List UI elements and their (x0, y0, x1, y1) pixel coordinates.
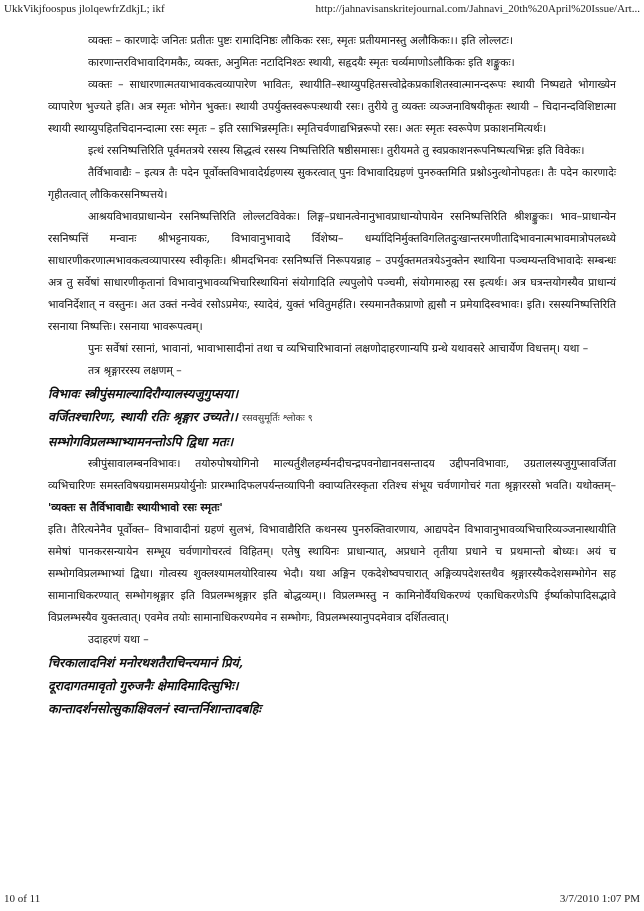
verse-block-1 (48, 382, 616, 453)
verse-1-line-2 (48, 405, 616, 430)
paragraph-8: तत्र श्रृङ्गाररस्य लक्षणम् – (88, 364, 182, 377)
paragraph-9 (48, 453, 616, 519)
verse-2-line-3: कान्तादर्शनसोत्सुकाक्षिवलनं स्वान्तर्निशान्तादबहिः (48, 701, 261, 716)
print-datetime: 3/7/2010 1:07 PM (559, 893, 640, 905)
paragraph-1: व्यक्तः – कारणादेः जनितः प्रतीतः पुष्टः रामादिनिष्ठः लौकिकः रसः, स्मृतः प्रतीयमानस्तु अलौकिकः।। इति लोल्लटः। (88, 34, 513, 47)
paragraph-2: कारणान्तरविभावादिगमकैः, व्यक्तः, अनुमितः नटादिनिश्ठः स्थायी, सहृदयैः स्मृतः चर्व्यमाणोऽलौकिकः इति शङ्कुकः। (88, 56, 515, 69)
verse-1-line-1: विभावः स्त्रीपुंसमाल्यादिरौग्यालस्यजुगुप्सया। (48, 386, 239, 401)
header-title: UkkVikjfoospus jlolqewfrZdkjL; ikf (4, 3, 165, 15)
paragraph-7: पुनः सर्वेषां रसानां, भावानां, भावाभासादीनां तथा च व्यभिचारिभावानां लक्षणोदाहरणान्यपि ग्रन्थे यथावसरे आचार्येण विधत्तम्। यथा – (88, 342, 589, 355)
verse-reference: रसवसुमूर्तिः श्लोकः ९ (242, 413, 313, 424)
page-number: 10 of 11 (4, 893, 41, 905)
paragraph-11: उदाहरणं यथा – (88, 633, 149, 646)
verse-2-line-1: चिरकालादनिशं मनोरथशतैराचिन्त्यमानं प्रियं, (48, 655, 244, 670)
verse-2-line-2: दूरादागतमावृतो गुरुजनैः क्षेमादिमादित्सुभिः। (48, 678, 239, 693)
paragraph-5: तैर्विभावाद्यैः – इत्यत्र तैः पदेन पूर्वोक्तविभावादेर्ग्रहणस्य सुकरत्वात् पुनः विभावादिग्रहणं पुनरुक्तमिति प्रश्नोऽनुत्थोनोपहतः। तैः पदेन कारणादेः गृहीतत्वात् लौकिकरसनिष्पत्तये। (48, 166, 616, 201)
browser-print-header (4, 3, 640, 15)
paragraph-6: आश्रयविभावप्राधान्येन रसनिष्पत्तिरिति लोल्लटविवेकः। लिङ्ग–प्रधानत्वेनानुभावप्राधान्योपायेन रसनिष्पत्तिरिति श्रीशङ्कुकः। भाव–प्राधान्येन रसनिष्पत्तिं मन्वानः श्रीभट्टनायकः, विभावानुभावादे र्विशेष्य– धर्म्यादिनिर्मुक्तविगलितदुःखान्तरमणीतादिभावनात्मभावमात्रोपलब्ध्ये साधारणीकरणात्मभावकत्वव्यापारस्य स्वीकृतिः। श्रीमदभिनवः रसनिष्पत्तिं निरूपयन्नाह – उपर्युक्तमतत्रयेऽनुक्तेन स्थायिना पञ्चम्यन्तविभावादेः सम्बन्धः अत्र तु सर्वेषां साधारणीकृतानां विभावानुभावव्यभिचारिस्थायिनां संयोगादिति ल्यपुलोपे पञ्चमी, संयोगमारुह्य रस इत्यर्थः। अत्र घत्रन्तयोगस्यैव प्राधान्यं भावनिर्देशात् न वस्तुनः। अत उक्तं नन्वेवं रसोऽप्रमेयः, स्यादेवं, युक्तं भवितुमर्हति। रस्यमानतैकप्राणो ह्यसौ न प्रमेयादिस्वभावः। इति। रसस्यनिष्पत्तिरिति रसनाया निष्पत्तिः। रसनाया भावरूपत्वम्। (48, 210, 616, 333)
verse-1-line-2-text: वर्जितश्चारिणः, स्थायी रतिः श्रृङ्गार उच्यते।। (48, 409, 238, 424)
article-body (48, 30, 616, 720)
verse-block-2 (48, 651, 616, 720)
header-url: http://jahnavisanskritejournal.com/Jahnavi_20th%20April%20Issue/Art... (315, 3, 640, 15)
paragraph-9-text: स्त्रीपुंसावालम्बनविभावः। तयोरुपोषयोगिनो माल्यर्तुशैलहर्म्यनदीचन्द्रपवनोद्यानवसन्तादय उद्दीपनविभावाः, उग्रतालस्यजुगुप्सावर्जिता व्यभिचारिणः समस्तविषयग्रामसमप्रयोर्युनोः प्रारम्भादिफलपर्यन्तव्यापिनी क्वाप्यतिरस्कृता रतिश्च संभूय चर्वणागोचरं गता श्रृङ्गाररसो भवति। यथोक्तम्– (48, 457, 616, 492)
browser-print-footer (4, 893, 640, 905)
verse-1-line-3: सम्भोगविप्रलम्भाभ्यामनन्तोऽपि द्विधा मतः। (48, 434, 234, 449)
paragraph-4: इत्थं रसनिष्पत्तिरिति पूर्वमतत्रये रसस्य सिद्धत्वं रसस्य निष्पत्तिरिति षष्ठीसमासः। तुरीयमते तु स्वप्रकाशनरूपनिष्पत्यभिन्नः इति विवेकः। (88, 144, 585, 157)
paragraph-3: व्यक्तः – साधारणात्मतयाभावकत्वव्यापारेण भावितः, स्थायीति–स्थाय्युपहितसत्त्वोद्रेकप्रकाशितस्वात्मानन्दरूपः स्थायी निष्पद्यते भोगाख्येन व्यापारेण भुज्यते इति। अत्र स्मृतः भोगेन भुक्तः। स्थायी उपर्युक्तस्वरूपःस्थायी रसः। तुरीये तु व्यक्तः व्यञ्जनाविषयीकृतः स्थायी – चिदानन्दविशिष्टात्मा स्थायी स्थाय्युपहितचिदानन्दात्मा रसः स्मृतः – इति रसाभिन्नस्मृतिः। स्मृतिचर्वणाद्यभिन्नरूपो रसः। अतः स्मृतः स्वरूपेण प्रकाशनमित्यर्थः। (48, 78, 616, 135)
paragraph-9-quote: 'व्यक्तः स तैर्विभावाद्यैः स्थायीभावो रसः स्मृतः' (48, 501, 223, 514)
paragraph-10: इति। तैरित्यनेनैव पूर्वोक्त– विभावादीनां ग्रहणं सुलभं, विभावाद्यैरिति कथनस्य पुनरुक्तिवारणाय, आद्यपदेन विभावानुभावव्यभिचारिव्यञ्जनास्थायीति समेषां पानकरसन्यायेन सम्भूय चर्वणागोचरत्वं विहितम्। एतेषु स्थायिनः प्राधान्यात्, अप्रधाने तृतीया प्रधाने च प्रथमान्तो बोध्यः। अयं च सम्भोगविप्रलम्भाभ्यां द्विधा। गोत्वस्य शुक्लश्यामलयोरिवास्य भेदौ। यथा अङ्गिन एकदेशेष्वपचारात् अङ्गिव्यपदेशस्तथैव श्रृङ्गारस्यैकदेशसम्भोगेन सह सामानाधिकरण्यात् सम्भोगश्रृङ्गार इति विप्रलम्भश्रृङ्गार इति बोद्धव्यम्।। विप्रलम्भस्तु न कामिनोर्वैयधिकरण्यं एकाधिकरणेऽपि ईर्ष्याकोपादिसद्भावे विप्रलम्भस्यैव युक्तत्वात्। एवमेव तयोः सामानाधिकरण्यमेव न सम्भोगः, विप्रलम्भस्यानुपदमेवात्र दर्शितत्वात्। (48, 523, 616, 624)
